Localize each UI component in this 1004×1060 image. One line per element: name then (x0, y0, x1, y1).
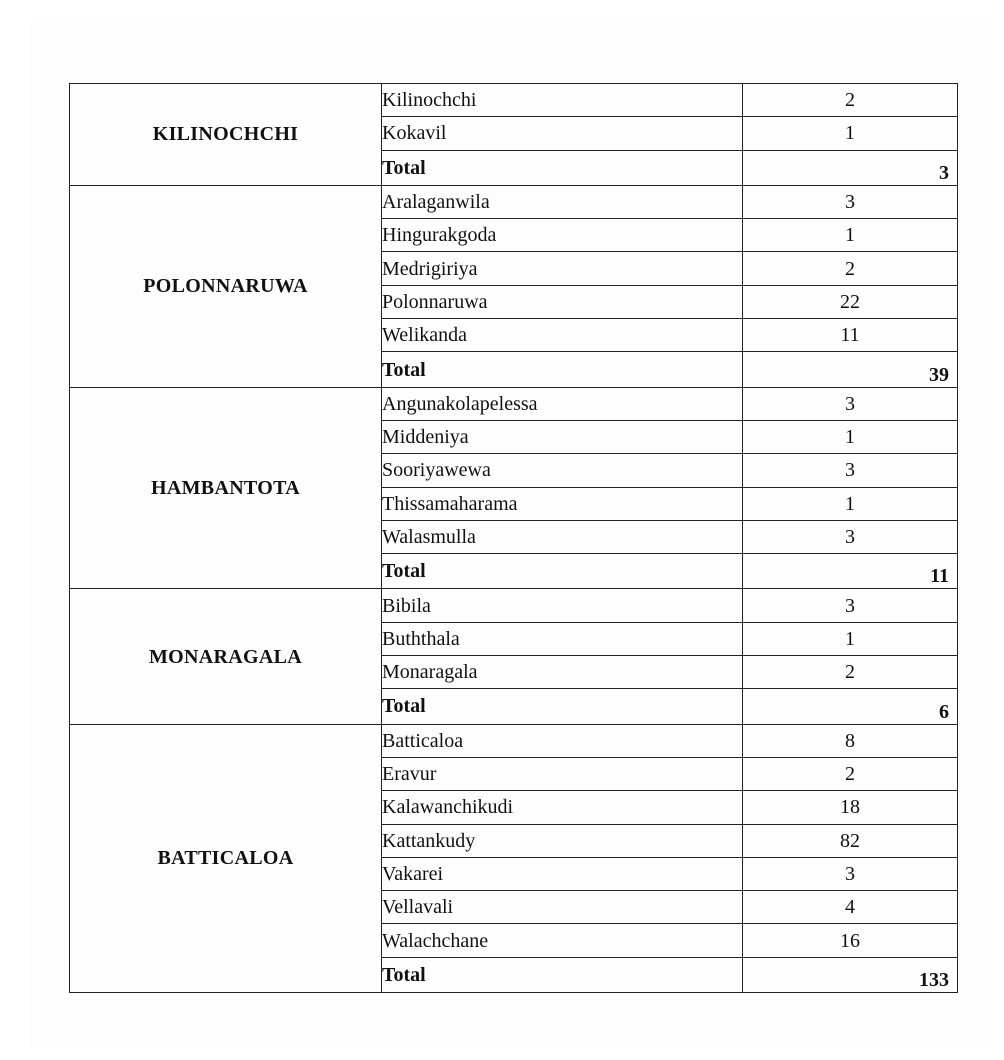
total-value: 3 (743, 150, 958, 185)
area-name: Middeniya (382, 420, 743, 453)
area-count: 1 (743, 487, 958, 520)
area-count: 8 (743, 724, 958, 757)
area-name: Vellavali (382, 891, 743, 924)
area-name: Walachchane (382, 924, 743, 957)
area-count: 82 (743, 824, 958, 857)
area-count: 22 (743, 285, 958, 318)
area-name: Vakarei (382, 857, 743, 890)
area-count: 3 (743, 520, 958, 553)
table-row (70, 387, 958, 420)
total-value: 133 (743, 957, 958, 992)
total-label: Total (382, 554, 743, 589)
district-name: HAMBANTOTA (70, 387, 382, 589)
area-name: Monaragala (382, 656, 743, 689)
total-label: Total (382, 150, 743, 185)
area-name: Kattankudy (382, 824, 743, 857)
area-count: 3 (743, 454, 958, 487)
area-name: Bibila (382, 589, 743, 622)
area-name: Batticaloa (382, 724, 743, 757)
district-name: KILINOCHCHI (70, 84, 382, 186)
total-value: 6 (743, 689, 958, 724)
area-name: Eravur (382, 757, 743, 790)
area-count: 2 (743, 84, 958, 117)
table-row (70, 84, 958, 117)
area-count: 11 (743, 319, 958, 352)
area-count: 3 (743, 857, 958, 890)
area-count: 3 (743, 387, 958, 420)
area-name: Medrigiriya (382, 252, 743, 285)
table-body (70, 84, 958, 993)
area-name: Angunakolapelessa (382, 387, 743, 420)
area-count: 1 (743, 622, 958, 655)
total-label: Total (382, 957, 743, 992)
total-label: Total (382, 352, 743, 387)
district-name: POLONNARUWA (70, 185, 382, 387)
area-count: 2 (743, 757, 958, 790)
area-name: Aralaganwila (382, 185, 743, 218)
area-count: 16 (743, 924, 958, 957)
table-row (70, 724, 958, 757)
area-count: 1 (743, 219, 958, 252)
total-label: Total (382, 689, 743, 724)
area-count: 2 (743, 656, 958, 689)
area-name: Welikanda (382, 319, 743, 352)
area-name: Buththala (382, 622, 743, 655)
area-name: Kalawanchikudi (382, 791, 743, 824)
area-name: Polonnaruwa (382, 285, 743, 318)
area-name: Hingurakgoda (382, 219, 743, 252)
area-count: 1 (743, 117, 958, 150)
district-name: BATTICALOA (70, 724, 382, 992)
total-value: 39 (743, 352, 958, 387)
table-row (70, 185, 958, 218)
area-count: 1 (743, 420, 958, 453)
area-name: Kokavil (382, 117, 743, 150)
district-area-table (69, 83, 958, 993)
area-count: 4 (743, 891, 958, 924)
area-count: 3 (743, 185, 958, 218)
area-name: Thissamaharama (382, 487, 743, 520)
area-name: Sooriyawewa (382, 454, 743, 487)
area-count: 3 (743, 589, 958, 622)
area-count: 18 (743, 791, 958, 824)
area-name: Walasmulla (382, 520, 743, 553)
total-value: 11 (743, 554, 958, 589)
area-count: 2 (743, 252, 958, 285)
table-row (70, 589, 958, 622)
area-name: Kilinochchi (382, 84, 743, 117)
district-name: MONARAGALA (70, 589, 382, 724)
